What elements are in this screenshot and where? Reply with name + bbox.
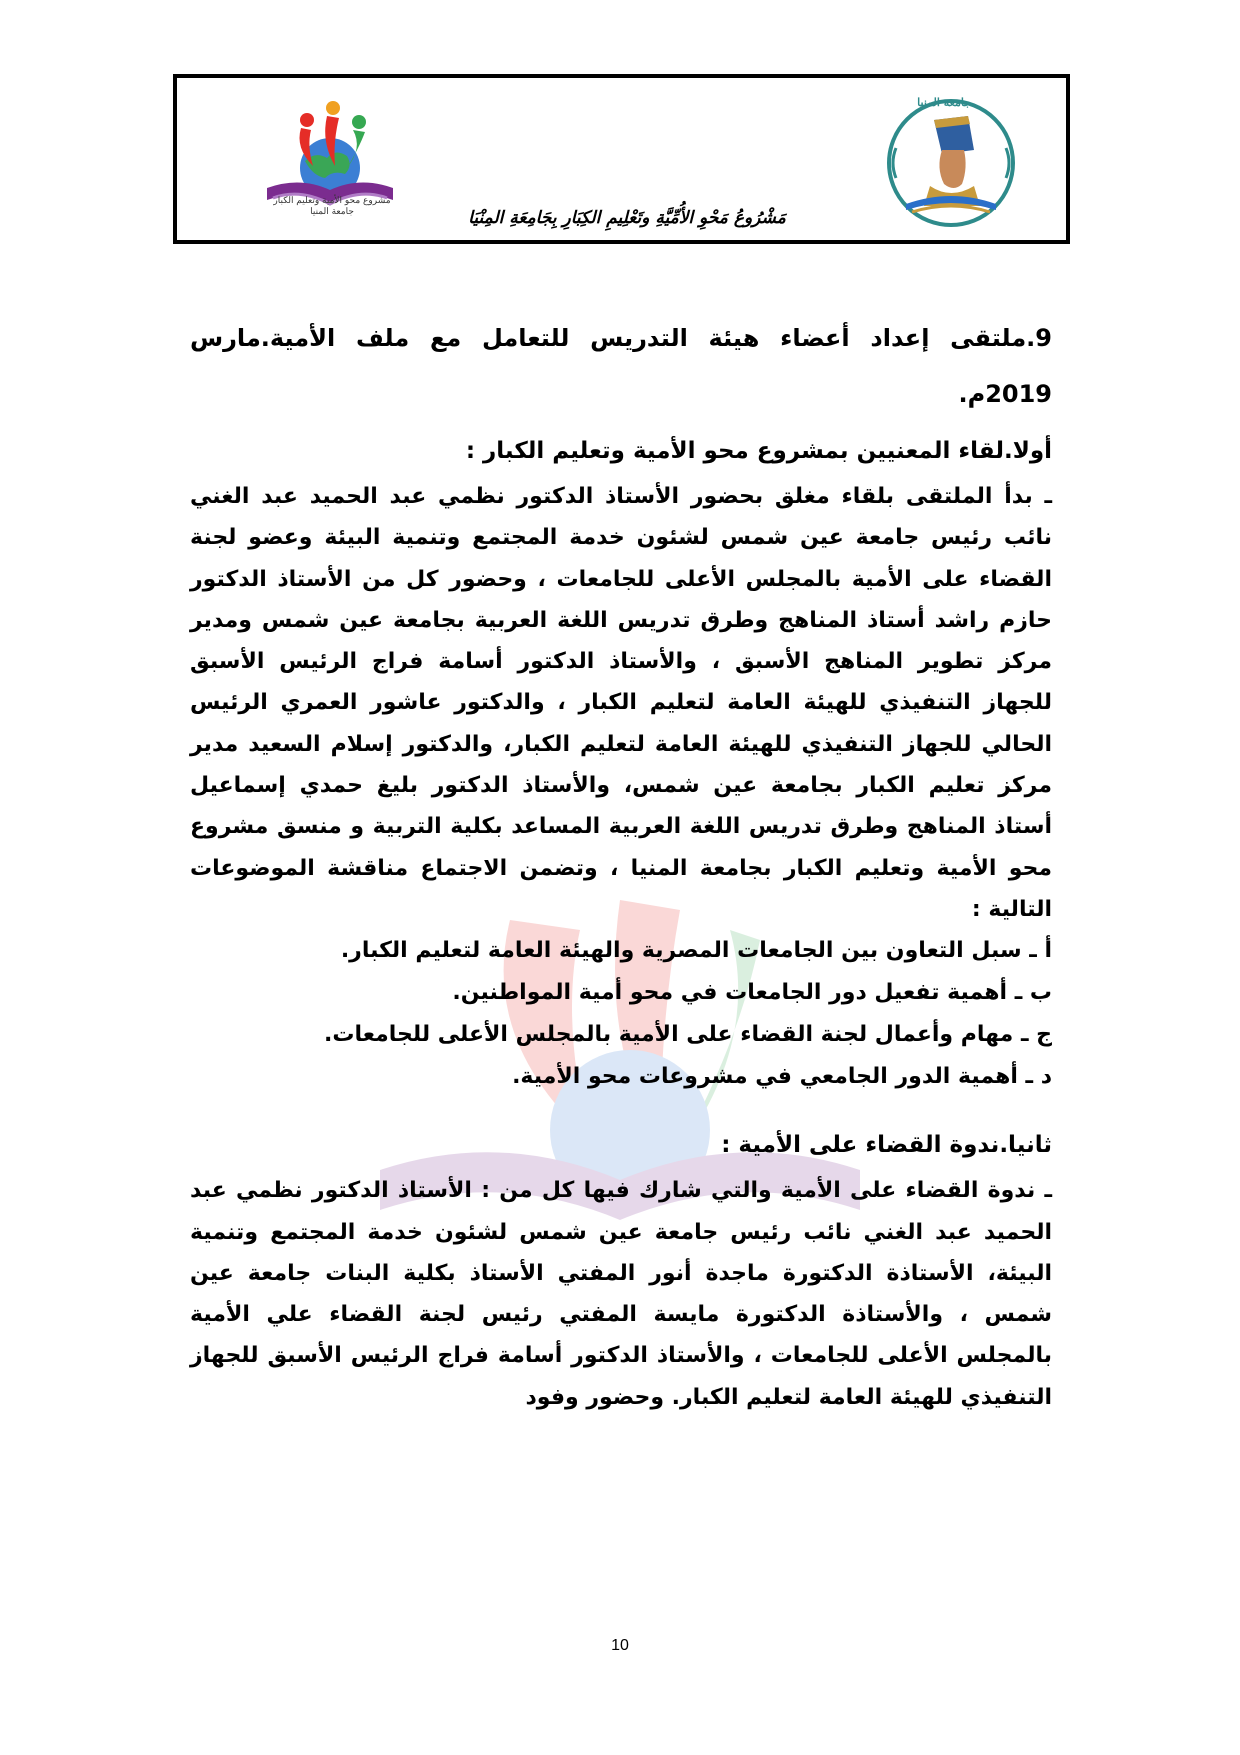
header-title: مَشْرُوعُ مَحْوِ الأُمِّيَّةِ وتَعْلِيمِ الكِبَارِ بِجَامِعَةِ المِنْيَا xyxy=(468,208,786,228)
list-item: ب ـ أهمية تفعيل دور الجامعات في محو أمية المواطنين. xyxy=(452,980,1052,1006)
list-item: ج ـ مهام وأعمال لجنة القضاء على الأمية بالمجلس الأعلى للجامعات. xyxy=(323,1022,1052,1048)
page-number: 10 xyxy=(611,1637,629,1654)
paragraph-2: ـ ندوة القضاء على الأمية والتي شارك فيها كل من : الأستاذ الدكتور نظمي عبد الحميد عبد الغني نائب رئيس جامعة عين شمس لشئون خدمة المجتمع وتنمية البيئة، الأستاذة الدكتورة ماجدة أنور المفتي الأستاذ بكلية البنات جامعة عين شمس ، والأستاذة الدكتورة مايسة المفتي رئيس لجنة القضاء علي الأمية بالمجلس الأعلى للجامعات ، والأستاذ الدكتور أسامة فراج الرئيس الأسبق للجهاز التنفيذي للهيئة العامة لتعليم الكبار. وحضور وفود xyxy=(190,1178,1052,1410)
left-logo-caption: مشروع محو الأمية وتعليم الكبار جامعة المنيا xyxy=(273,196,391,217)
paragraph-1: ـ بدأ الملتقى بلقاء مغلق بحضور الأستاذ الدكتور نظمي عبد الحميد عبد الغني نائب رئيس جامعة عين شمس لشئون خدمة المجتمع وتنمية البيئة وعضو لجنة القضاء على الأمية بالمجلس الأعلى للجامعات ، وحضور كل من الأستاذ الدكتور حازم راشد أستاذ المناهج وطرق تدريس اللغة العربية بجامعة عين شمس ومدير مركز تطوير المناهج الأسبق ، والأستاذ الدكتور أسامة فراج الرئيس الأسبق للجهاز التنفيذي للهيئة العامة لتعليم الكبار ، والدكتور عاشور العمري الرئيس الحالي للجهاز التنفيذي للهيئة العامة لتعليم الكبار، والدكتور إسلام السعيد مدير مركز تعليم الكبار بجامعة عين شمس، والأستاذ الدكتور بليغ حمدي إسماعيل أستاذ المناهج وطرق تدريس اللغة العربية المساعد بكلية التربية و منسق مشروع محو الأمية وتعليم الكبار بجامعة المنيا ، وتضمن الاجتماع مناقشة الموضوعات التالية : xyxy=(190,484,1052,922)
header-frame xyxy=(173,74,1070,244)
minia-university-logo-icon xyxy=(876,88,1026,238)
list-item: أ ـ سبل التعاون بين الجامعات المصرية والهيئة العامة لتعليم الكبار. xyxy=(340,938,1052,964)
list-item: د ـ أهمية الدور الجامعي في مشروعات محو الأمية. xyxy=(512,1064,1052,1090)
section-heading: 9.ملتقى إعداد أعضاء هيئة التدريس للتعامل مع ملف الأمية.مارس 2019م. xyxy=(190,324,1052,408)
subsection-title-1: أولا.لقاء المعنيين بمشروع محو الأمية وتعليم الكبار : xyxy=(465,438,1052,464)
document-body xyxy=(190,310,1052,1418)
subsection-title-2: ثانيا.ندوة القضاء على الأمية : xyxy=(721,1132,1052,1159)
right-logo-ring-text: جامعة المنيا xyxy=(917,96,971,109)
